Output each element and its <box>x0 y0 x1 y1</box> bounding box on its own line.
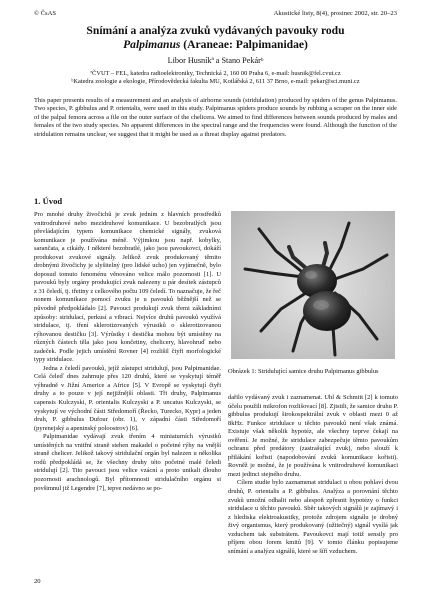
paper-title <box>34 24 397 52</box>
title-line-1: Snímání a analýza zvuků vydávaných pavouky rodu <box>86 24 345 37</box>
journal-citation: Akustické listy, 8(4), prosinec 2002, str. 20–23 <box>273 10 397 17</box>
spider-abdomen <box>303 291 351 331</box>
affiliation-a: ªČVUT – FEL, katedra radioelektroniky, Technická 2, 160 00 Praha 6, e-mail: husnik@fel.cvut.cz <box>90 70 341 77</box>
title-family: (Araneae: Palpimanidae) <box>180 38 308 51</box>
paragraph: Palpimanidae vydávají zvuk třením 4 miniaturních výrustků umístěných na vnitřní straně stehen makadel o početné rýhy na vnější straně chelicer. Jelikož takový stridulační orgán byl nalezen u několika rodů předpokládá se, že všechny druhy této početné malé čeledi stridulují [2]. Tito pavouci jsou velice vzácní a proto unikali dlouho pozornosti arachnologů. Byl přítomnosti stridulačního orgánu si povšimnul již Legendre [7], tepve nedávno se po- <box>34 433 221 492</box>
journal-copyright: © ČsAS <box>34 10 57 17</box>
abstract: This paper presents results of a measurement and an analysis of airborne sounds (stridulation) produced by spiders of the genus Palpimanus. Two species, P. gibbulus and P. orientalis, were used in this study. Palpimanus spiders produce sounds by rubbing a scraper on the inner side of the palpal femora across a file on the outer surface of the chelicera. We aimed to find differences between sounds produced by males and females of the two study species. No apparent differences in the spectral range and the frequencies were found. Although the function of the stridulation remains unclear, we suggest that it might be used as a threat display against predators. <box>34 97 397 138</box>
paragraph: dařilo vydávaný zvuk i zaznamenat. Uhl & Schmitt [2] k tomuto účelu použili mikrofon rozlišovací [8]. Zjistili, že samice druhu P. gibbulus produkují širokospektrální zvuk v oblasti mezi 0 až 8kHz. Funkce stridulace u těchto pavouků není však známá. Existuje však několik hypotéz, ale všechny teprve čekají na ověření. Je možné, že stridulace zabezpečuje těmto pavoukům ochranu před predátory (zastrašující zvuk), nebo slouží k přilákání kořisti (napodobování zvuků komunikace kořisti). Rovněž je možné, že je používána k vnitrodruhové komunikaci mezi jedinci stejného druhu. <box>228 394 398 478</box>
paragraph: Cílem studie bylo zaznamenat stridulaci u obou pohlaví dvou druhů, P. orientalis a P. gibbulus. Analýza a porovnání těchto zvuků umožní odhalit nebo alespoň zpřesnit hypotézy o funkci stridulace u těchto pavouků. Sběr takových signálů je zajímavý i z hlediska elektroakustiky, protože zdrojem signálu je drobný živý organismus, který produkovaný (užitečný) signál vysílá jak vzduchem tak substrátem. Pavoukovci mají totiž sensily pro příjem obou forem kmitů [9]. V tomto článku popisujeme snímání a analýzu signálů, které se šíří vzduchem. <box>228 479 398 555</box>
paragraph: Jedna z čeledí pavouků, jejíž zástupci stridulují, jsou Palpimanidae. Celá čeleď dnes zahrnuje přes 120 druhů, které se vyskytují téměř výhradně v Jižní Americe a Africe [5]. V Evropě se vyskytují čtyři druhy a to pouze v její nejjižnější oblasti. Tři druhy, Palpimanus capensis Kulczyski, P. orientalis Kulczyski a P. uncatus Kulczyski, se vyskytují ve východní části Středomoří (Řecko, Turecko, Kypr) a jeden druh, P. gibbulus Dufour (obr. 1), v západní části Středomoří (pyrenejský a apeninský poloostrov) [6]. <box>34 364 221 432</box>
affiliations <box>34 70 397 86</box>
section-heading: 1. Úvod <box>34 196 63 206</box>
right-column <box>228 394 398 572</box>
title-line-2 <box>34 38 397 52</box>
authors: Libor Husníkª a Stano Pekárᵇ <box>167 56 264 65</box>
title-genus: Palpimanus <box>123 38 181 51</box>
spider-illustration <box>231 211 395 359</box>
page-number: 20 <box>34 578 41 585</box>
spider-photo <box>231 211 395 359</box>
figure-caption: Obrázek 1: Stridulující samice druhu Palpimanus gibbulus <box>228 368 379 375</box>
affiliation-b: ᵇKatedra zoologie a ekologie, Přírodovědecká fakulta MU, Kotlářská 2, 611 37 Brno, e-mail: pekar@sci.muni.cz <box>71 78 360 86</box>
abdomen-highlight <box>313 300 329 310</box>
left-column <box>34 211 221 571</box>
carapace-highlight <box>305 271 317 279</box>
paragraph: Pro mnohé druhy živočichů je zvuk jedním z hlavních prostředků vnitrodruhové nebo mezidruhové komunikace. U bezobratlých jsou převládajícím typem komunikace chemické signály, zvuková komunikace je používána méně. Výjimkou jsou např. kobylky, sarančata, a cikády. I některé bezobratlé, jako jsou pavoukovci, dokáží produkovat zvukové signály. Jelikož zvuk produkovaný těmito drobnými živočichy je slyšitelný (pro lidské ucho) jen vyjímečně, bylo doposud tomuto fenoménu věnováno velice málo pozornosti [1]. U pavouků byly orgány produkující zvuk nalezeny u pár desítek zástupců z 31 čeledí, tj. třetiny z celkového počtu 109 čeledí. To naznačuje, že řeč nonem komunikace pomocí zvuku je u pavouků běžnější než se původně předpokládalo [2]. Pavouci produkují zvuk třemi základními způsoby: stridulací, perkusí a vibrací. Nejvíce druhů pavouků využívá stridulace, tj. tření sklerotizovaných výrustků o sklerotizovanou rýhovanou destičku [3]. Výrůstky i destička mohou být umístěny na různých částech těla jako jsou končetiny, chelicery, hlavohruď nebo zadeček. Podle jejich umístění Rovner [4] rozlišil čtyři morfologické typy stridulace. <box>34 211 221 364</box>
